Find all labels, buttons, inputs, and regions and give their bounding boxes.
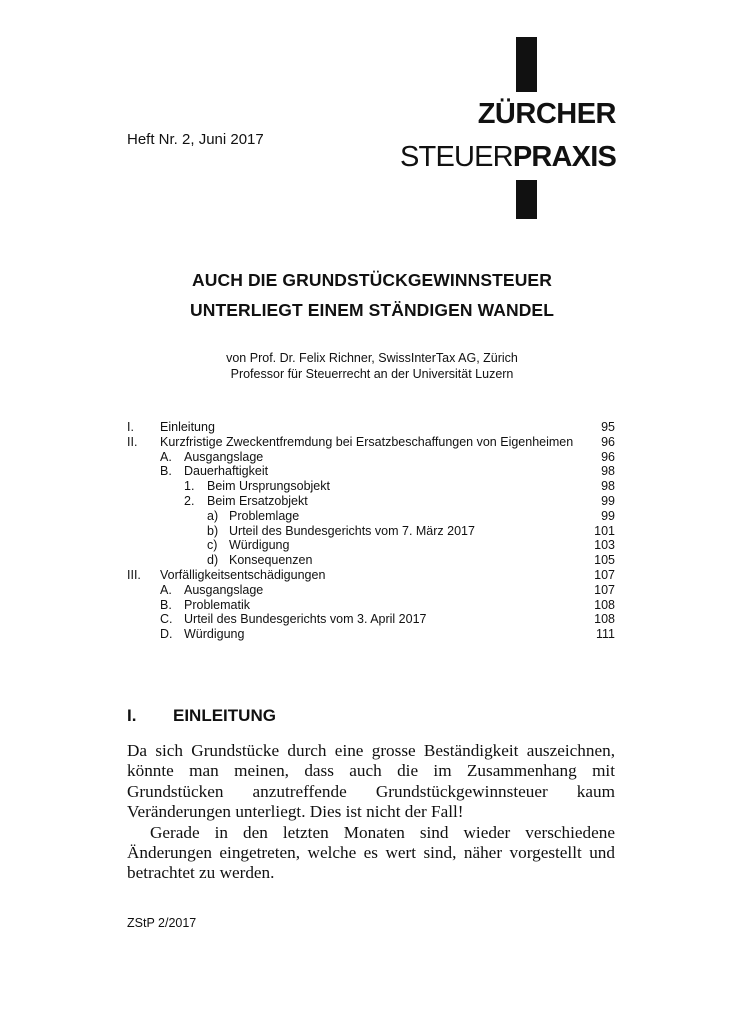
toc-number: III.: [127, 567, 141, 582]
section-heading-text: EINLEITUNG: [173, 706, 276, 725]
toc-entry: [127, 435, 615, 450]
toc-number: D.: [160, 627, 173, 642]
toc-page-number: 95: [601, 420, 615, 434]
toc-page-number: 108: [594, 597, 615, 612]
toc-page-number: 101: [594, 523, 615, 538]
toc-page-number: 99: [601, 493, 615, 508]
toc-text: Problemlage: [229, 508, 300, 523]
toc-entry: [127, 450, 615, 465]
toc-entry: [127, 538, 615, 553]
toc-text: Urteil des Bundesgerichts vom 3. April 2017: [184, 612, 427, 627]
toc-page-number: 111: [595, 627, 615, 642]
toc-text: Einleitung: [160, 420, 215, 434]
toc-text: Problematik: [184, 597, 250, 612]
footer-label: ZStP 2/2017: [127, 916, 197, 930]
toc-number: 1.: [184, 479, 195, 494]
logo-word-praxis: PRAXIS: [512, 141, 616, 173]
toc-text: Beim Ursprungsobjekt: [207, 479, 330, 494]
toc-page-number: 96: [601, 449, 615, 464]
toc-page-number: 105: [594, 553, 615, 568]
toc-page-number: 107: [594, 567, 615, 582]
toc-page-number: 103: [594, 538, 615, 553]
body-text: [127, 741, 615, 884]
toc-entry: [127, 494, 615, 509]
toc-entry: [127, 553, 615, 568]
toc-text: Ausgangslage: [184, 582, 264, 597]
toc-page-number: 98: [601, 464, 615, 479]
toc-text: Ausgangslage: [184, 449, 264, 464]
toc-page-number: 108: [594, 612, 615, 627]
issue-label: Heft Nr. 2, Juni 2017: [127, 131, 264, 148]
toc-entry: [127, 420, 615, 435]
toc-number: A.: [160, 449, 172, 464]
toc-number: B.: [160, 597, 172, 612]
toc-entry: [127, 524, 615, 539]
toc-number: I.: [127, 420, 134, 434]
paragraph: Gerade in den letzten Monaten sind wieder verschiedene Änderungen eingetreten, welche es wert sind, näher vorgestellt und betrachtet zu werden.: [127, 822, 615, 883]
toc-entry: [127, 627, 615, 642]
author-affiliation: Professor für Steuerrecht an der Universität Luzern: [230, 367, 514, 381]
toc-number: c): [207, 538, 218, 553]
toc-text: Dauerhaftigkeit: [184, 464, 269, 479]
author-line: von Prof. Dr. Felix Richner, SwissInterTax AG, Zürich: [226, 351, 518, 365]
toc-number: B.: [160, 464, 172, 479]
section-heading: [127, 706, 276, 726]
toc-text: Konsequenzen: [229, 553, 313, 568]
toc-number: II.: [127, 434, 138, 449]
toc-entry: [127, 583, 615, 598]
toc-page-number: 107: [594, 582, 615, 597]
toc-number: b): [207, 523, 219, 538]
toc-number: A.: [160, 582, 172, 597]
toc-entry: [127, 464, 615, 479]
toc-text: Würdigung: [229, 538, 290, 553]
table-of-contents: [127, 420, 615, 642]
logo-bar-top: [516, 37, 537, 92]
toc-text: Urteil des Bundesgerichts vom 7. März 2017: [229, 523, 475, 538]
logo-line-steuerpraxis: [400, 141, 616, 174]
toc-number: a): [207, 508, 219, 523]
logo-word-steuer: STEUER: [399, 141, 513, 173]
toc-page-number: 98: [601, 479, 615, 494]
toc-text: Würdigung: [184, 627, 245, 642]
toc-entry: [127, 479, 615, 494]
article-title-line1: AUCH DIE GRUNDSTÜCKGEWINNSTEUER: [192, 270, 552, 290]
toc-page-number: 96: [601, 434, 615, 449]
toc-number: d): [207, 553, 219, 568]
toc-entry: [127, 509, 615, 524]
toc-page-number: 99: [601, 508, 615, 523]
toc-text: Vorfälligkeitsentschädigungen: [160, 567, 326, 582]
toc-text: Kurzfristige Zweckentfremdung bei Ersatzbeschaffungen von Eigenheimen: [160, 434, 574, 449]
toc-text: Beim Ersatzobjekt: [207, 493, 308, 508]
toc-entry: [127, 612, 615, 627]
logo-bar-bottom: [516, 180, 537, 219]
section-number: I.: [127, 706, 137, 725]
article-title-line2: UNTERLIEGT EINEM STÄNDIGEN WANDEL: [190, 300, 554, 320]
toc-number: C.: [160, 612, 173, 627]
toc-entry: [127, 598, 615, 613]
toc-number: 2.: [184, 493, 195, 508]
paragraph: Da sich Grundstücke durch eine grosse Beständigkeit auszeichnen, könnte man meinen, dass auch die im Zusammenhang mit Grundstücken anzutreffende Grundstückgewinnsteuer kaum Veränderungen unterliegt. Dies ist nicht der Fall!: [127, 741, 615, 822]
logo-line-zuercher: ZÜRCHER: [477, 98, 616, 130]
toc-entry: [127, 568, 615, 583]
